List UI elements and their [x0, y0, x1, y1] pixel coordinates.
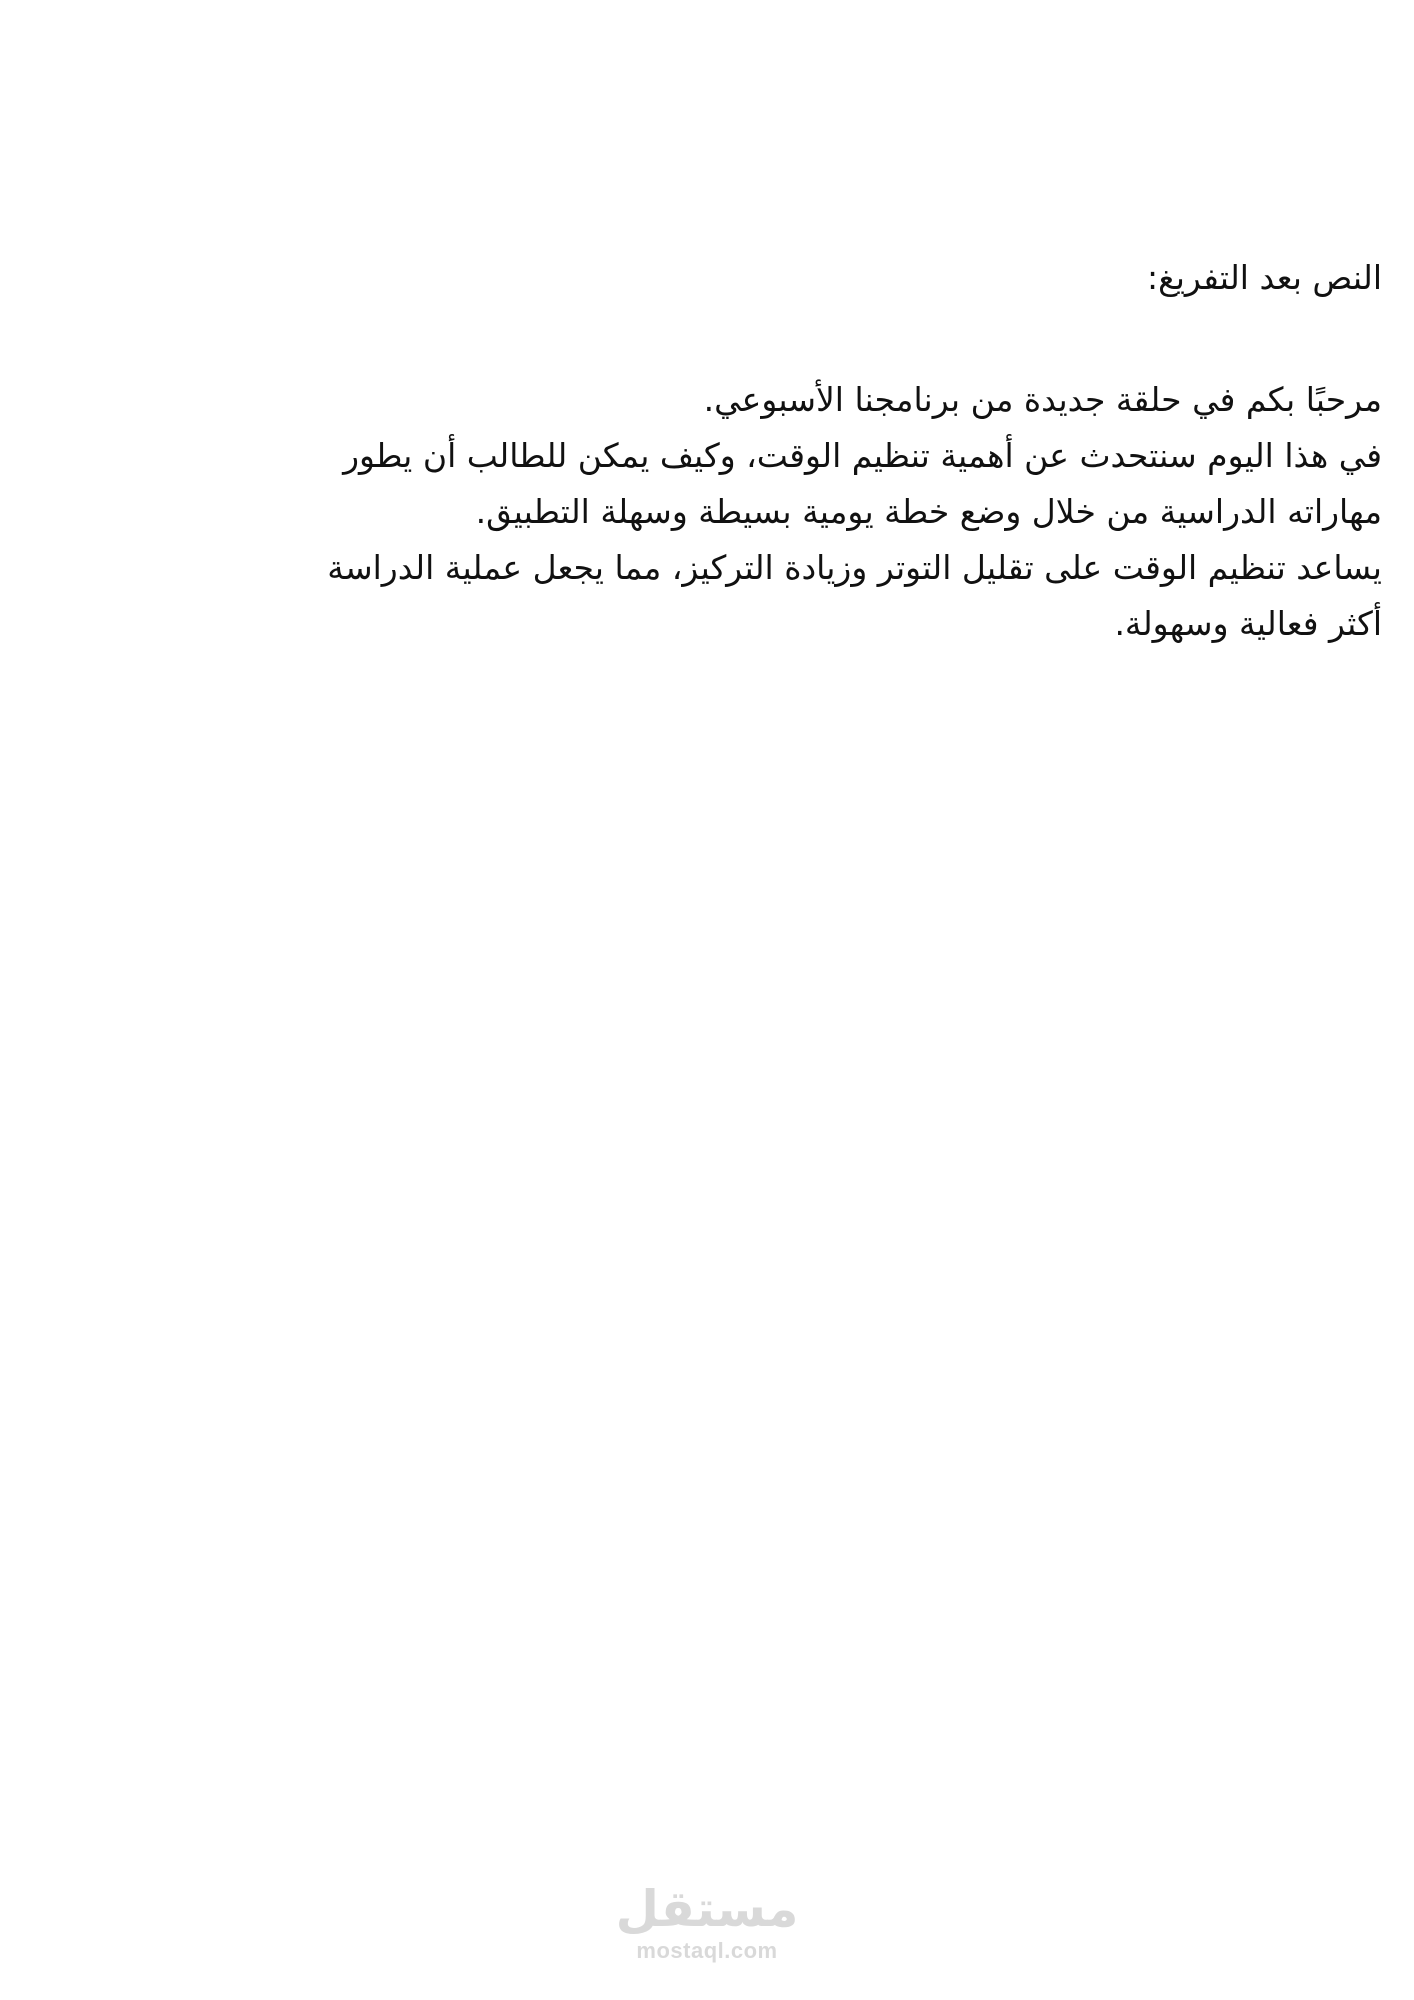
text-line: يساعد تنظيم الوقت على تقليل التوتر وزيادة التركيز، مما يجعل عملية الدراسة [327, 548, 1382, 587]
watermark-url-text: mostaql.com [636, 1938, 778, 1963]
document-body [132, 372, 1382, 652]
watermark-arabic-text: مستقل [615, 1880, 799, 1938]
mostaql-watermark-logo [0, 1880, 1414, 1964]
text-line: مرحبًا بكم في حلقة جديدة من برنامجنا الأسبوعي. [703, 380, 1382, 419]
text-line: أكثر فعالية وسهولة. [1114, 604, 1382, 643]
document-heading: النص بعد التفريغ: [1147, 258, 1382, 297]
text-line: في هذا اليوم سنتحدث عن أهمية تنظيم الوقت، وكيف يمكن للطالب أن يطور [343, 436, 1382, 475]
text-line: مهاراته الدراسية من خلال وضع خطة يومية بسيطة وسهلة التطبيق. [475, 492, 1382, 531]
